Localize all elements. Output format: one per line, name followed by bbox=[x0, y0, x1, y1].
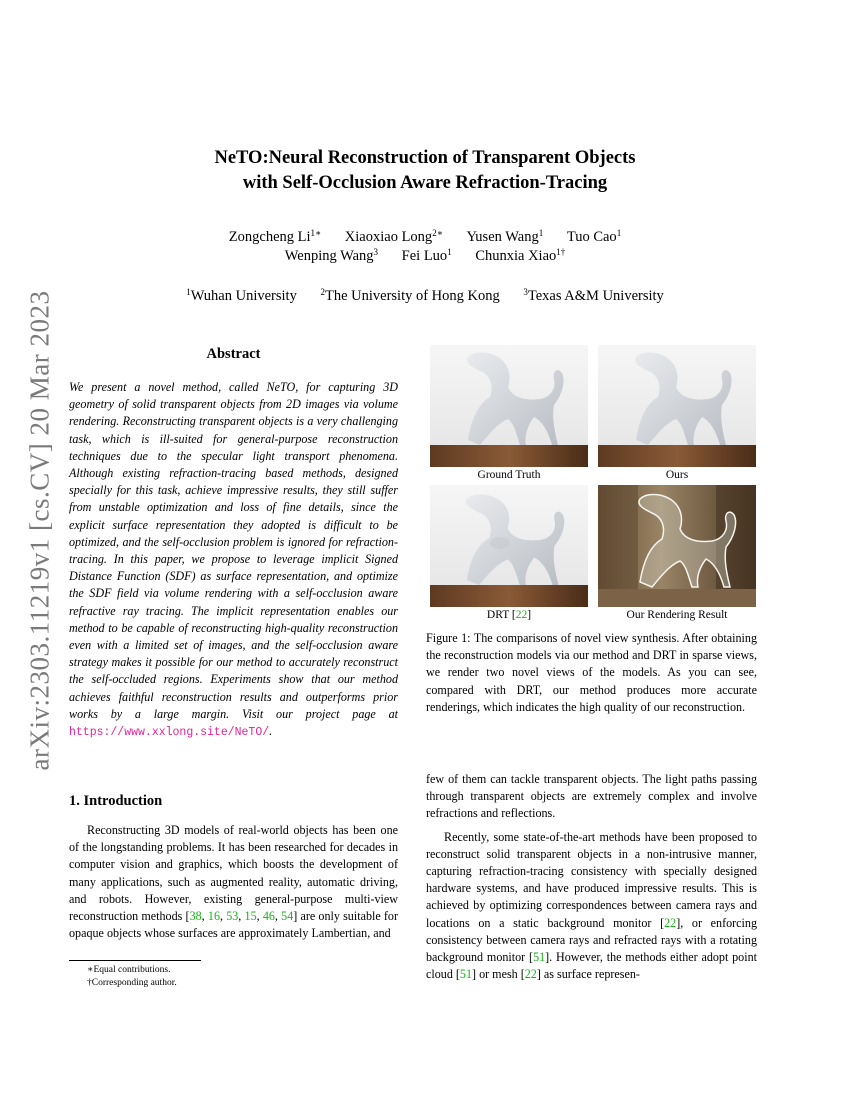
footnote-corresponding-author: †Corresponding author. bbox=[87, 978, 177, 988]
ground-truth-label: Ground Truth bbox=[477, 469, 541, 481]
citation-link[interactable]: 22 bbox=[515, 609, 528, 621]
affiliation: $^3$Texas A&M University bbox=[523, 287, 664, 304]
footnotes bbox=[69, 964, 398, 990]
title-line-1: NeTO:Neural Reconstruction of Transparent Objects bbox=[214, 148, 636, 168]
arxiv-sidebar bbox=[20, 290, 60, 770]
author: Tuo Cao$^1$ bbox=[566, 228, 622, 245]
ours-render bbox=[598, 345, 756, 467]
author: Fei Luo$^1$ bbox=[401, 247, 452, 264]
citation-link[interactable]: 54 bbox=[281, 909, 294, 924]
footnote-divider bbox=[69, 960, 201, 961]
authors-line-2 bbox=[100, 247, 750, 266]
affiliation-list bbox=[100, 288, 750, 305]
authors-line-1 bbox=[100, 228, 750, 247]
citation-link[interactable]: 15 bbox=[244, 909, 257, 924]
affiliation: $^2$The University of Hong Kong bbox=[320, 287, 500, 304]
paragraph: few of them can tackle transparent objects. The light paths passing through transparent objects are extremely complex and involve refractions and reflections. bbox=[426, 772, 757, 821]
rendering-result-photo bbox=[598, 485, 756, 607]
author: Zongcheng $Li^{1∗}$ bbox=[228, 228, 322, 245]
arxiv-identifier: arXiv:2303.11219v1 [cs.CV] 20 Mar 2023 bbox=[24, 290, 55, 770]
author: Yusen Wang$^1$ bbox=[466, 228, 544, 245]
title-line-2: with Self-Occlusion Aware Refraction-Tracing bbox=[242, 173, 608, 193]
figure-1 bbox=[430, 345, 756, 628]
footnote-equal-contribution: ∗Equal contributions. bbox=[87, 965, 171, 975]
rendering-result-label: Our Rendering Result bbox=[626, 609, 728, 621]
ours-label: Ours bbox=[665, 469, 689, 481]
citation-link[interactable]: 22 bbox=[524, 967, 537, 982]
right-column-text bbox=[426, 771, 757, 983]
citation-link[interactable]: 16 bbox=[207, 909, 220, 924]
project-page-link[interactable]: https://www.xxlong.site/NeTO/ bbox=[69, 726, 270, 740]
author: Chunxia Xiao$^{1\dagger}$ bbox=[475, 247, 566, 264]
author: Wenping Wang$^3$ bbox=[284, 247, 379, 264]
introduction-heading: 1. Introduction bbox=[69, 793, 163, 809]
citation-link[interactable]: 53 bbox=[226, 909, 239, 924]
citation-link[interactable]: 51 bbox=[533, 950, 546, 965]
citation-link[interactable]: 46 bbox=[262, 909, 275, 924]
citation-link[interactable]: 38 bbox=[189, 909, 202, 924]
affiliation: $^1$Wuhan University bbox=[186, 287, 297, 304]
paper-title bbox=[100, 146, 750, 196]
author: Xiaoxiao Long$^{2∗}$ bbox=[344, 228, 443, 245]
citation-link[interactable]: 22 bbox=[664, 915, 677, 930]
abstract-heading: Abstract bbox=[206, 346, 261, 362]
introduction-text: Reconstructing 3D models of real-world objects has been one of the longstanding problems. It has been researched for decades in computer vision and graphics, which boosts the development of many applications, such as augmented reality, automatic driving, and robots. However, existing general-purpose multi-view reconstruction methods [38, 16, 53, 15, 46, 54] are only suitable for opaque objects whose surfaces are approximately Lambertian, and bbox=[69, 823, 399, 941]
figure-1-caption: Figure 1: The comparisons of novel view synthesis. After obtaining the reconstruction models via our method and DRT in sparse views, we render two novel views of the models. As you can see, compared with DRT, our method produces more accurate renderings, which indicates the high quality of our reconstruction. bbox=[426, 631, 757, 714]
ground-truth-render bbox=[430, 345, 588, 467]
drt-render bbox=[430, 485, 588, 607]
drt-label: DRT [22] bbox=[486, 609, 532, 621]
author-list bbox=[100, 228, 750, 266]
paragraph: Recently, some state-of-the-art methods have been proposed to reconstruct solid transparent objects in a non-intrusive manner, capturing refraction-tracing consistency with specially designed hardware systems, and have produced impressive results. This is achieved by optimizing correspondences between camera rays and locations on a static background monitor [22], or enforcing consistency between camera rays and refracted rays with a rotating background monitor [51]. However, the methods either adopt point cloud [51] or mesh [22] as surface represen- bbox=[426, 829, 757, 982]
abstract-text: We present a novel method, called NeTO, for capturing 3D geometry of solid transparent objects from 2D images via volume rendering. Reconstructing transparent objects is a very challenging task, which is ill-suited for general-purpose reconstruction techniques due to the specular light transport phenomena. Although existing refraction-tracing based methods, designed specially for this task, achieve impressive results, they still suffer from unstable optimization and loss of fine details, since the explicit surface representation they adopted is difficult to be optimized, and the self-occlusion problem is ignored for refraction-tracing. In this paper, we propose to leverage implicit Signed Distance Function (SDF) as surface representation, and optimize the SDF field via volume rendering with a self-occlusion aware refractive ray tracing. The implicit representation enables our method to be capable of reconstructing high-quality reconstruction even with a limited set of images, and the self-occlusion aware strategy makes it possible for our method to accurately reconstruct the self-occluded regions. Experiments show that our method achieves faithful reconstruction results and outperforms prior works by a large margin. Visit our project page at https://www.xxlong.site/NeTO/. bbox=[69, 380, 398, 740]
citation-link[interactable]: 51 bbox=[459, 967, 473, 982]
